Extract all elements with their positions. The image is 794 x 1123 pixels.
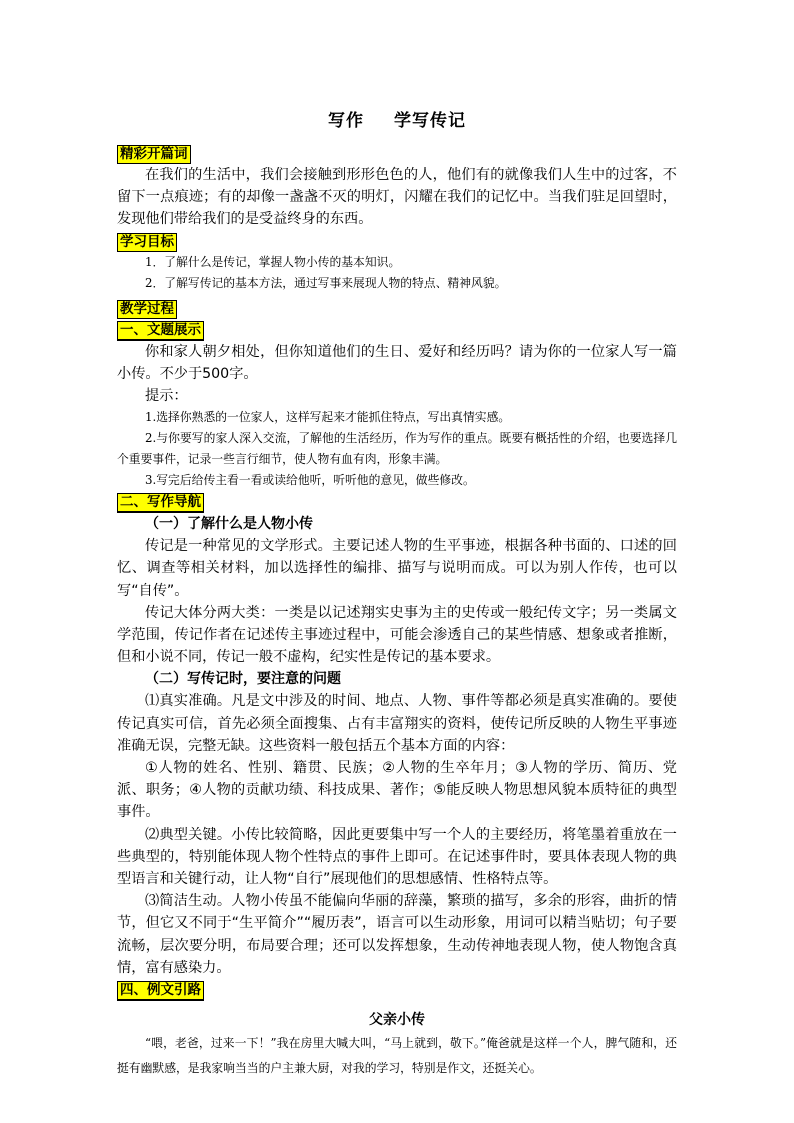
section-label-prompt: 一、文题展示 <box>117 321 204 341</box>
intro-paragraph: 在我们的生活中，我们会接触到形形色色的人，他们有的就像我们人生中的过客，不留下一点痕迹；有的却像一盏盏不灭的明灯，闪耀在我们的记忆中。当我们驻足回望时，发现他们带给我们的是受益终身的东西。 <box>117 167 677 228</box>
section-label-intro: 精彩开篇词 <box>117 145 191 164</box>
guide-paragraph-3: ⑴真实准确。凡是文中涉及的时间、地点、人物、事件等都必须是真实准确的。要使传记真实可信，首先必须全面搜集、占有丰富翔实的资料，使传记所反映的人物生平事迹准确无误，完整无缺。这些资料一般包括五个基本方面的内容： <box>117 693 677 754</box>
section-label-process: 教学过程 <box>117 300 177 319</box>
essay-paragraph: “喂，老爸，过来一下！”我在房里大喊大叫，“马上就到，敬下。”俺爸就是这样一个人，脾气随和，还挺有幽默感，是我家响当当的户主兼大厨，对我的学习，特别是作文，还挺关心。 <box>117 1036 677 1076</box>
hint-item: 3.写完后给传主看一看或读给他听，听听他的意见，做些修改。 <box>145 473 475 488</box>
goal-item: 2．了解写传记的基本方法，通过写事来展现人物的特点、精神风貌。 <box>145 275 507 290</box>
document-page <box>117 100 677 1081</box>
subheading-2: （二）写传记时，要注意的问题 <box>145 671 341 688</box>
section-label-example: 四、例文引路 <box>117 981 204 1001</box>
hint-label: 提示： <box>145 388 188 405</box>
essay-title: 父亲小传 <box>369 1012 425 1029</box>
guide-paragraph-2: 传记大体分两大类：一类是以记述翔实史事为主的史传或一般纪传文字；另一类属文学范围，传记作者在记述传主事迹过程中，可能会渗透自己的某些情感、想象或者推断，但和小说不同，传记一般不虚构，纪实性是传记的基本要求。 <box>117 604 677 666</box>
section-label-guide: 二、写作导航 <box>117 493 204 513</box>
title-left: 写作 <box>328 111 364 131</box>
subheading-1: （一）了解什么是人物小传 <box>145 516 313 533</box>
page-title <box>117 106 677 131</box>
guide-paragraph-4: ①人物的姓名、性别、籍贯、民族；②人物的生卒年月；③人物的学历、简历、党派、职务；④人物的贡献功绩、科技成果、著作；⑤能反映人物思想风貌本质特征的典型事件。 <box>117 760 677 821</box>
hint-item: 2.与你要写的家人深入交流，了解他的生活经历，作为写作的重点。既要有概括性的介绍，也要选择几个重要事件，记录一些言行细节，使人物有血有肉，形象丰满。 <box>117 431 677 467</box>
guide-paragraph-5: ⑵典型关键。小传比较简略，因此更要集中写一个人的主要经历，将笔墨着重放在一些典型的，特别能体现人物个性特点的事件上即可。在记述事件时，要具体表现人物的典型语言和关键行动，让人物“自行”展现他们的思想感情、性格特点等。 <box>117 826 677 888</box>
hint-item: 1.选择你熟悉的一位家人，这样写起来才能抓住特点，写出真情实感。 <box>145 410 511 425</box>
goal-item: 1．了解什么是传记，掌握人物小传的基本知识。 <box>145 254 401 269</box>
title-right: 学写传记 <box>394 111 466 131</box>
guide-paragraph-1: 传记是一种常见的文学形式。主要记述人物的生平事迹，根据各种书面的、口述的回忆、调查等相关材料，加以选择性的编排、描写与说明而成。可以为别人作传，也可以写“自传”。 <box>117 538 677 599</box>
guide-paragraph-6: ⑶简洁生动。人物小传虽不能偏向华丽的辞藻，繁琐的描写，多余的形容，曲折的情节，但它又不同于“生平简介”“履历表”，语言可以生动形象，用词可以精当贴切；句子要流畅，层次要分明，布局要合理；还可以发挥想象，生动传神地表现人物，使人物饱含真情，富有感染力。 <box>117 893 677 976</box>
section-label-goals: 学习目标 <box>117 233 177 252</box>
prompt-paragraph: 你和家人朝夕相处，但你知道他们的生日、爱好和经历吗？请为你的一位家人写一篇小传。不少于500字。 <box>117 343 677 382</box>
